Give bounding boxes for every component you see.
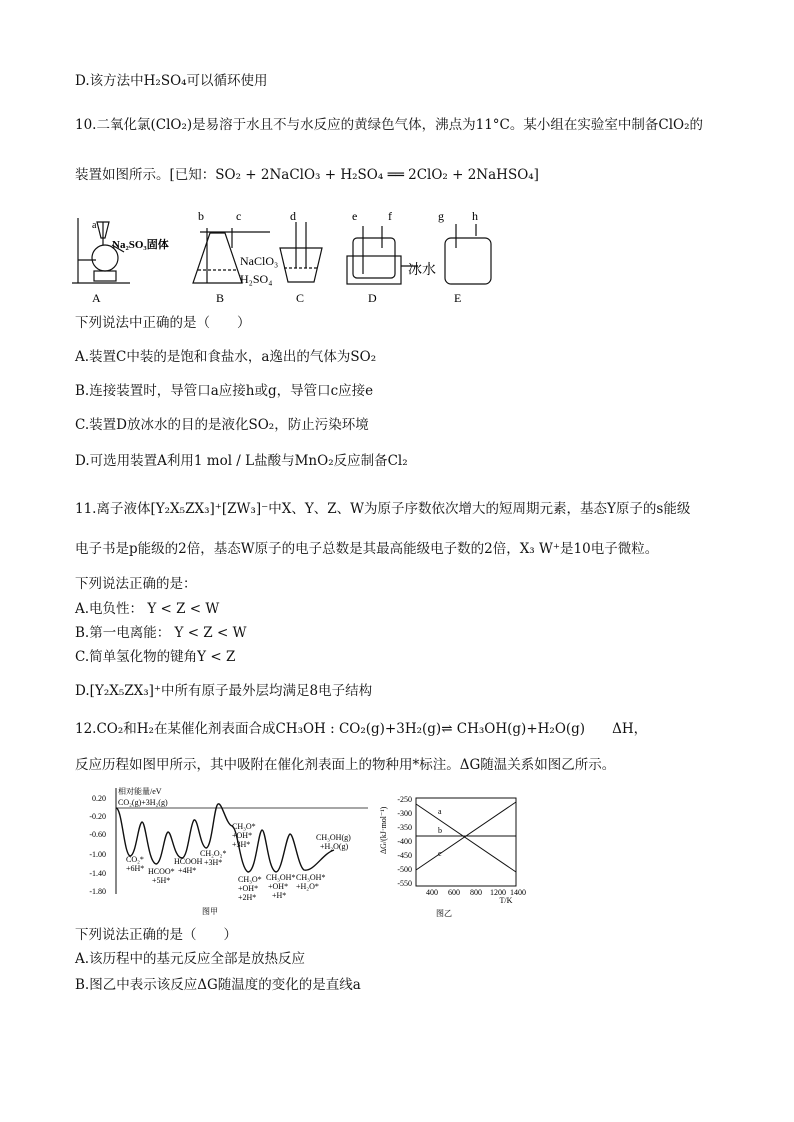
fig-jia-caption: 图甲: [202, 907, 218, 916]
q11-stem-line1: 11.离子液体[Y₂X₅ZX₃]⁺[ZW₃]⁻中X、Y、Z、W为原子序数依次增大的短周期元素，基态Y原子的s能级: [75, 501, 691, 517]
device-label-c: C: [296, 291, 305, 305]
species-label: +3H*: [232, 840, 251, 849]
x-axis-label: T/K: [499, 896, 513, 905]
q11-option-d: D.[Y₂X₅ZX₃]⁺中所有原子最外层均满足8电子结构: [75, 683, 373, 699]
x-tick: 600: [448, 888, 460, 897]
y-tick: -550: [397, 879, 412, 888]
port-label-e: e: [352, 209, 358, 223]
reagent-b-line1: NaClO₃: [240, 254, 279, 268]
q10-prompt: 下列说法中正确的是（ ）: [75, 315, 251, 331]
species-label: CH₃O*: [232, 822, 256, 831]
x-tick: 400: [426, 888, 438, 897]
y-tick: -300: [397, 809, 412, 818]
q12-stem-line1: 12.CO₂和H₂在某催化剂表面合成CH₃OH : CO₂(g)+3H₂(g)⇌ CH₃OH(g)+H₂O(g) ΔH，: [75, 721, 648, 737]
y-tick: 0.20: [92, 794, 106, 803]
y-tick: -1.80: [89, 887, 106, 896]
q10-stem-line2: 装置如图所示。[已知：SO₂ + 2NaClO₃ + H₂SO₄ ══ 2ClO₂ + 2NaHSO₄]: [75, 167, 539, 183]
y-tick: -500: [397, 865, 412, 874]
q11-prompt: 下列说法正确的是：: [75, 576, 197, 592]
species-label: +2H*: [238, 893, 257, 902]
q10-option-d: D.可选用装置A利用1 mol / L盐酸与MnO₂反应制备Cl₂: [75, 453, 408, 469]
x-tick: 1400: [510, 888, 526, 897]
q12-option-a: A.该历程中的基元反应全部是放热反应: [75, 951, 306, 967]
species-label: CH₃OH*: [296, 873, 326, 882]
port-label-c: c: [236, 209, 242, 223]
species-label: +6H*: [126, 864, 145, 873]
port-label-f: f: [388, 209, 392, 223]
device-label-d: D: [368, 291, 377, 305]
q11-option-a: A.电负性： Y < Z < W: [75, 601, 220, 617]
species-label: CH₃OH(g): [316, 833, 351, 842]
species-label: +4H*: [178, 866, 197, 875]
y-tick: -0.60: [89, 830, 106, 839]
line-label-c: c: [438, 849, 442, 858]
y-axis-label: ΔG/(kJ·mol⁻¹): [379, 806, 388, 854]
species-label: CH₂O₂*: [200, 849, 227, 858]
species-label: +OH*: [268, 882, 289, 891]
reagent-a-label: Na₂SO₃固体: [112, 239, 169, 251]
reagent-b-line2: H₂SO₄: [240, 272, 273, 286]
y-axis-label: 相对能量/eV: [118, 787, 162, 796]
q10-stem-line1: 10.二氧化氯(ClO₂)是易溶于水且不与水反应的黄绿色气体，沸点为11°C。某小组在实验室中制备ClO₂的: [75, 117, 704, 133]
species-label: +3H*: [204, 858, 223, 867]
port-label-h: h: [472, 209, 478, 223]
x-tick: 1200: [490, 888, 506, 897]
y-tick: -350: [397, 823, 412, 832]
q10-option-b: B.连接装置时，导管口a应接h或g，导管口c应接e: [75, 383, 374, 399]
species-label: CO₂(g)+3H₂(g): [118, 798, 168, 807]
line-label-b: b: [438, 826, 442, 835]
q11-stem-line2: 电子书是p能级的2倍，基态W原子的电子总数是其最高能级电子数的2倍，X₃ W⁺是10电子微粒。: [75, 541, 659, 557]
fig-yi-caption: 图乙: [436, 909, 452, 918]
species-label: HCOOH: [174, 857, 203, 866]
port-label-a: a: [92, 220, 97, 231]
ice-water-label: 冰水: [408, 263, 436, 278]
port-label-d: d: [290, 209, 296, 223]
y-tick: -1.40: [89, 869, 106, 878]
q12-stem-line2: 反应历程如图甲所示，其中吸附在催化剂表面上的物种用*标注。ΔG随温关系如图乙所示。: [75, 757, 616, 773]
port-label-b: b: [198, 209, 204, 223]
line-label-a: a: [438, 807, 442, 816]
q10-apparatus-figure: [70, 208, 510, 308]
q12-prompt: 下列说法正确的是（ ）: [75, 927, 237, 943]
species-label: CH₃OH*: [266, 873, 296, 882]
y-tick: -450: [397, 851, 412, 860]
y-tick: -0.20: [89, 812, 106, 821]
species-label: CH₃O*: [238, 875, 262, 884]
species-label: +H₂O(g): [320, 842, 349, 851]
q9-option-d: D.该方法中H₂SO₄可以循环使用: [75, 73, 268, 89]
delta-g-figure: [378, 792, 528, 918]
energy-profile-figure: [82, 784, 372, 918]
device-label-b: B: [216, 291, 225, 305]
species-label: CO₂*: [126, 855, 144, 864]
q12-option-b: B.图乙中表示该反应ΔG随温度的变化的是直线a: [75, 977, 361, 993]
q10-option-a: A.装置C中装的是饱和食盐水，a逸出的气体为SO₂: [75, 349, 377, 365]
q11-option-b: B.第一电离能： Y < Z < W: [75, 625, 247, 641]
species-label: +H*: [272, 891, 287, 900]
y-tick: -400: [397, 837, 412, 846]
y-tick: -1.00: [89, 850, 106, 859]
species-label: HCOO*: [148, 867, 175, 876]
species-label: +5H*: [152, 876, 171, 885]
species-label: +H₂O*: [296, 882, 319, 891]
device-label-a: A: [92, 291, 101, 305]
q10-option-c: C.装置D放冰水的目的是液化SO₂，防止污染环境: [75, 417, 369, 433]
x-tick: 800: [470, 888, 482, 897]
device-label-e: E: [454, 291, 462, 305]
species-label: +OH*: [232, 831, 253, 840]
species-label: +OH*: [238, 884, 259, 893]
y-tick: -250: [397, 795, 412, 804]
port-label-g: g: [438, 209, 444, 223]
q11-option-c: C.简单氢化物的键角Y < Z: [75, 649, 236, 665]
